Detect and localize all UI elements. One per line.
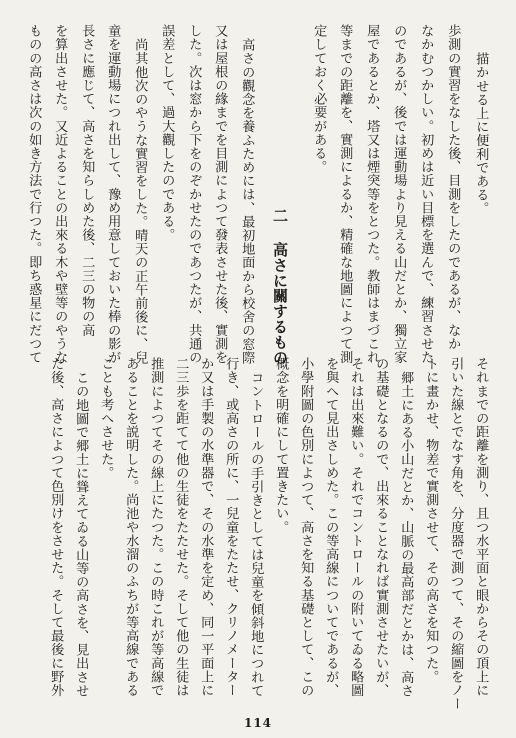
text-column: 尚其他次のやうな實習をした。晴天の正午前後に、兒: [132, 38, 148, 365]
text-column: ものの高さは次の如き方法で行つた。即ち惑星にだつて: [26, 24, 42, 364]
text-column: 引いた線とでなす角を、分度器で測つて、その縮圖をノー: [448, 357, 464, 711]
text-column: の基礎となるので、出來ることなれば實測させたいが、: [373, 357, 389, 697]
page-number: 114: [243, 716, 273, 730]
text-column: ことも考へさせた。: [98, 357, 114, 480]
text-column: のであるが、後では運動場より見える山だとか、獨立家: [391, 24, 407, 364]
text-column: 概念を明確にして置きたい。: [273, 357, 289, 534]
text-column: なかむつかしい。初めは近い目標を選んで、練習させた: [418, 24, 434, 364]
text-column: 二三歩を距てて他の生徒をたたせた。そして他の生徒は: [173, 357, 189, 697]
text-column: 長さに應じて、高さを知らしめた後、二三の物の高: [79, 24, 95, 337]
text-column: した。次は窓から下をのぞかせたのであつたが、共通の: [186, 24, 202, 364]
text-column: 定しておく必要がある。: [311, 24, 327, 174]
text-column: トに畫かせ、物差で實測させて、その高さを知つた。: [423, 357, 439, 684]
text-column: 郷土にある小山だとか、山脈の最高部だとかは、高さ: [398, 371, 414, 698]
text-column: それまでの距離を測り、且つ水平面と眼からその頂上に: [473, 357, 489, 697]
text-column: 行き、或高さの所に、一兒童をたたせ、クリノメーター: [223, 357, 239, 697]
section-heading: 二 高さに關するもの: [271, 208, 289, 365]
text-column: 歩測の實習をなした後、目測をしたのであるが、なか: [445, 24, 461, 351]
text-column: を與へて見出さしめた。この等高線についてであるが、: [323, 357, 339, 697]
text-column: 小學附圖の色別によつて、高さを知る基礎として、この: [298, 357, 314, 697]
text-column: 誤差として、過大觀したのである。: [159, 24, 175, 242]
text-column: 高さの觀念を養ふためには、最初地面から校舍の窓際: [239, 38, 255, 365]
text-column: を算出させた。又近よることの出來る木や壁等のやうな: [52, 24, 68, 364]
text-column: 屋であるとか、塔又は煙突等をとつた。教師はまづこれ: [364, 24, 380, 364]
text-column: 描かせる上に便利である。: [473, 52, 489, 216]
text-column: コントロールの手引きとしては兒童を傾斜地につれて: [248, 371, 264, 698]
text-column: 等までの距離を、實測によるか、精確な地圖によつて測: [337, 24, 353, 364]
text-column: 又は屋根の緣までを目測によつて發表させた後、實測を: [212, 24, 228, 364]
text-column: あることを説明した。尚池や水溜のふちが等高線である: [123, 357, 139, 697]
text-column: 推測によつてその線上にたつた。この時これが等高線で: [148, 357, 164, 697]
text-column: た後、高さによつて色別けをさせた。そして最後に野外: [48, 357, 64, 697]
text-column: それは出來難い。それでコントロールの附いてゐる略圖: [348, 357, 364, 697]
text-column: 童を運動場につれ出して、豫め用意しておいた棒の影が: [105, 24, 121, 364]
text-column: この地圖で郷土に聳えてゐる山等の高さを、見出させ: [73, 371, 89, 698]
text-column: か又は手製の水準器で、その水準を定め、同一平面上に: [198, 357, 214, 697]
